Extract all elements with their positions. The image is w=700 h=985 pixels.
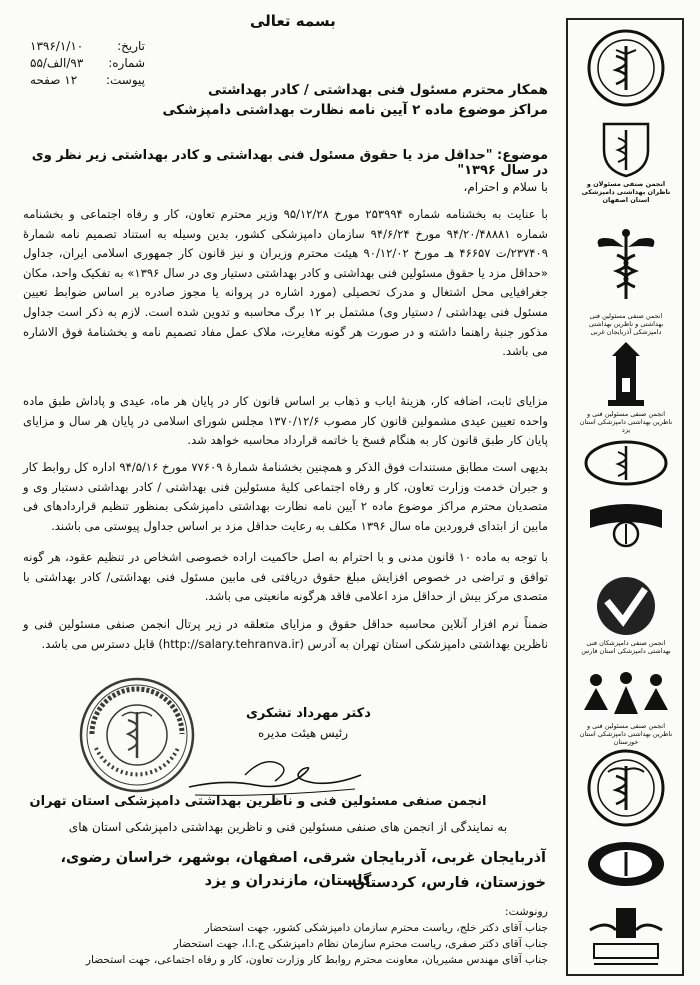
emblem-banner-icon — [584, 500, 668, 550]
cc-line-2: جناب آقای دکتر صفری، ریاست محترم سازمان نظام دامپزشکی ج.ا.ا، جهت استحضار — [173, 938, 548, 950]
oval-emblem-icon — [584, 838, 668, 890]
tehran-association-logo — [578, 28, 674, 108]
addressee-line-1: همکار محترم مسئول فنی بهداشتی / کادر بهداشتی — [208, 82, 548, 98]
number-row: شماره: ۹۳/الف/۵۵ — [30, 56, 145, 70]
kordestan-association-logo — [578, 748, 674, 828]
signer-name: دکتر مهرداد تشکری — [246, 706, 371, 721]
addressee-line-2: مراکز موضوع ماده ۲ آیین نامه نظارت بهداشتی دامپزشکی — [162, 102, 548, 118]
cc-line-1: جناب آقای دکتر خلج، ریاست محترم سازمان دامپزشکی کشور، جهت استحضار — [204, 922, 548, 934]
body-paragraph-4: با توجه به ماده ۱۰ قانون مدنی و با احترام به اصل حاکمیت اراده خصوصی اشخاص در تنظیم عقود، هر گونه توافق و تراضی در خصوص افزایش مبلغ حقوق دریافتی فی مابین مسئول فنی بهداشتی/ کادر بهداشتی با متصدی مرکز بیش از حداقل مزد اعلامی فاقد هرگونه مانعیتی می باشد. — [23, 550, 548, 604]
provinces-line-2: گلستان، مازندران و یزد — [204, 873, 372, 889]
body-paragraph-3: بدیهی است مطابق مستندات فوق الذکر و همچنین بخشنامهٔ شمارهٔ ۷۷۶۰۹ مورخ ۹۴/۵/۱۶ اداره کل روابط کار و جبران خدمت وزارت تعاون، کار و رفاه اجتماعی کلیهٔ مسئولین فنی بهداشتی / کادر بهداشتی دستیار وی و متصدیان محترم مراکز موضوع ماده ۲ آیین نامه نظارت بهداشتی دامپزشکی بمنظور تنظیم قراردادهای فی مابین از ابتدای فروردین ماه سال ۱۳۹۶ مکلف به رعایت حداقل مزد بر اساس جداول پیوستی می باشند. — [23, 460, 549, 533]
yazd-association-logo: انجمن صنفی مسئولین فنی و ناظرین بهداشتی دامپزشکی استان یزد — [578, 338, 674, 434]
winged-caduceus-icon — [591, 225, 661, 305]
east-azarbaijan-association-logo — [578, 225, 674, 305]
body-paragraph-5: ضمناً نرم افزار آنلاین محاسبه حداقل حقوق و مزایای متعلقه در زیر پرتال انجمن صنفی مسئولین فنی و ناظرین بهداشتی دامپزشکی استان تهران به آدرس (http://salary.tehranva.ir) قابل دسترس می باشد. — [23, 617, 548, 651]
date-row: تاریخ: ۱۳۹۶/۱/۱۰ — [30, 39, 145, 53]
organization-name: انجمن صنفی مسئولین فنی و ناظرین بهداشتی دامپزشکی استان تهران — [29, 794, 487, 809]
official-stamp — [78, 676, 196, 794]
body-paragraph-1: با عنایت به بخشنامه شماره ۲۵۳۹۹۴ مورخ ۹۵/۱۲/۲۸ وزیر محترم تعاون، کار و رفاه اجتماعی و بخشنامه شماره ۹۴/۲۰/۴۸۸۸۱ مورخ ۹۴/۶/۲۴ سازمان دامپزشکی کشور، بدین وسیله به استناد تصمیم نامه شمارهٔ ۲۳۷۴۰۹/ت ۴۶۶۵۷ هـ مورخ ۹۰/۱۲/۰۲ هیئت محترم وزیران و نیز قانون کار جمهوری اسلامی ایران، جداول «حداقل مزد یا حقوق مسئولین فنی بهداشتی و کادر بهداشتی دستیار وی در سال ۱۳۹۶» به تفکیک واحد، مکان جغرافیایی محل اشتغال و مدرک تحصیلی (مورد اشاره در پروانه یا مجوز صادره بر اساس ضوابط تعیین مسئول فنی بهداشتی / دستیار وی) مشتمل بر ۱۲ برگ محاسبه و تدوین شده است. لازم به ذکر است جداول مذکور جنبهٔ راهنما داشته و در صورت هر گونه مغایرت، ملاک عمل مفاد تصمیم نامه و بخشنامهٔ فوق الاشاره می باشد. — [23, 207, 548, 359]
addressee-block — [28, 80, 548, 120]
shield-caduceus-icon — [600, 120, 652, 178]
cc-line-3: جناب آقای مهندس مشیریان، معاونت محترم روابط کار وزارت تعاون، کار و رفاه اجتماعی، جهت استحضار — [85, 954, 548, 966]
seal-caduceus-icon — [586, 748, 666, 828]
body-paragraph-2: مزایای ثابت، اضافه کار، هزینهٔ ایاب و ذهاب بر اساس قانون کار در پایان هر ماه، عیدی و پاداش طبق ماده واحده تعیین عیدی مشمولین قانون کار مصوب ۱۳۷۰/۱۲/۶ مجلس شورای اسلامی در پایان هر سال و مزایای پایان کار طبق قانون کار به هنگام فسخ یا خاتمه قرارداد محاسبه خواهد شد. — [23, 394, 549, 448]
logo-sidebar — [566, 18, 684, 976]
attachment-row: پیوست: ۱۲ صفحه — [30, 73, 145, 87]
representation-line: به نمایندگی از انجمن های صنفی مسئولین فنی و ناظرین بهداشتی دامپزشکی استان های — [68, 820, 508, 834]
subject-text: "حداقل مزد یا حقوق مسئول فنی بهداشتی و کادر بهداشتی زیر نظر وی در سال ۱۳۹۶" — [31, 148, 548, 178]
greeting: با سلام و احترام، — [463, 180, 548, 194]
golestan-association-logo — [578, 838, 674, 890]
subject-line — [28, 148, 548, 178]
isfahan-association-logo: انجمن صنفی مسئولان و ناظران بهداشتی دامپزشکی استان اصفهان — [578, 120, 674, 204]
cc-label: رونوشت: — [504, 905, 548, 918]
signer-title: رئیس هیئت مدیره — [258, 726, 349, 740]
building-wings-icon — [586, 900, 666, 970]
fars-association-logo: انجمن صنفی دامپزشکان فنی بهداشتی دامپزشکی استان فارس — [578, 575, 674, 655]
tower-icon — [602, 338, 650, 408]
check-circle-icon — [593, 575, 659, 637]
mazandaran-association-logo — [578, 900, 674, 970]
bismillah-heading: بسمه تعالی — [250, 12, 336, 30]
oval-caduceus-icon — [582, 438, 670, 488]
west-azarbaijan-caption: انجمن صنفی مسئولین فنی بهداشتی و ناظرین بهداشتی دامپزشکی آذربایجان غربی — [588, 312, 664, 336]
khorasan-association-logo — [578, 438, 674, 488]
provinces-line-1: آذربایجان غربی، آذربایجان شرقی، اصفهان، بوشهر، خراسان رضوی، خوزستان، فارس، کردستان، — [60, 850, 546, 891]
people-group-icon — [580, 670, 672, 720]
subject-label: موضوع: — [497, 148, 548, 163]
bushehr-association-logo — [578, 500, 674, 550]
khuzestan-association-logo: انجمن صنفی مسئولین فنی و ناظرین بهداشتی دامپزشکی استان خوزستان — [578, 670, 674, 746]
caduceus-seal-icon — [586, 28, 666, 108]
